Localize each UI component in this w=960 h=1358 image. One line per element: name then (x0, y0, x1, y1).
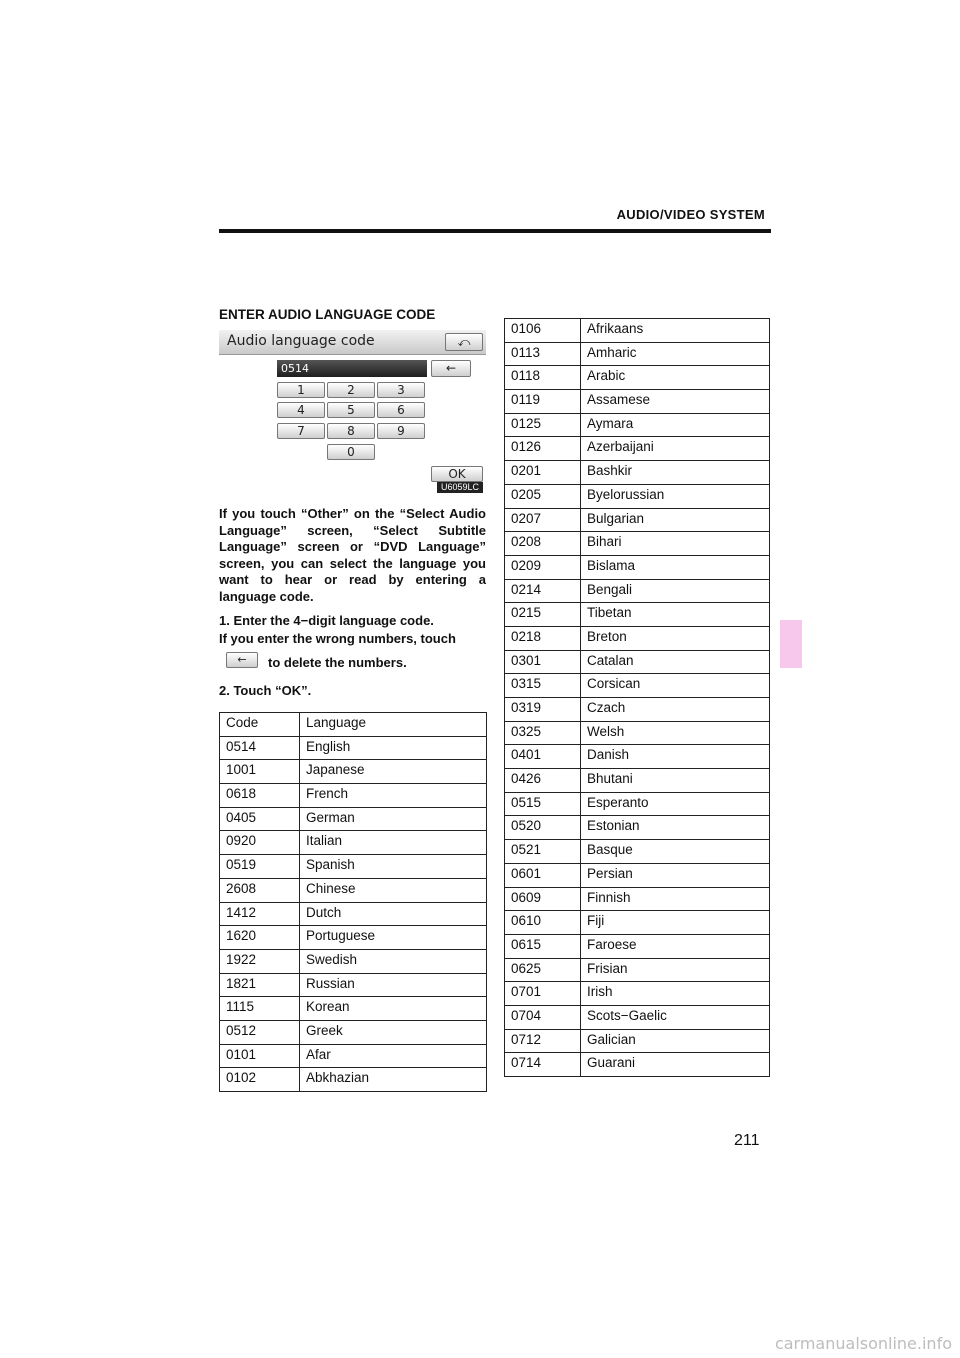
language-cell: Catalan (581, 650, 770, 674)
code-cell: 0610 (505, 911, 581, 935)
code-cell: 0205 (505, 484, 581, 508)
table-row (505, 437, 770, 461)
language-cell: Azerbaijani (581, 437, 770, 461)
code-cell: 0215 (505, 603, 581, 627)
language-cell: Assamese (581, 390, 770, 414)
table-row (505, 390, 770, 414)
code-header: Code (220, 713, 300, 737)
key-3[interactable]: 3 (377, 382, 425, 398)
table-row (505, 626, 770, 650)
table-header-row (220, 713, 487, 737)
left-table-body (220, 713, 487, 1092)
language-cell: Bhutani (581, 769, 770, 793)
code-cell: 0102 (220, 1068, 300, 1092)
table-row (505, 413, 770, 437)
language-header: Language (300, 713, 487, 737)
table-row (220, 760, 487, 784)
language-cell: Bulgarian (581, 508, 770, 532)
language-cell: Tibetan (581, 603, 770, 627)
language-cell: Korean (300, 997, 487, 1021)
code-cell: 0301 (505, 650, 581, 674)
table-row (505, 745, 770, 769)
code-cell: 0701 (505, 982, 581, 1006)
code-cell: 0512 (220, 1020, 300, 1044)
code-cell: 0618 (220, 784, 300, 808)
language-cell: Finnish (581, 887, 770, 911)
table-row (505, 1029, 770, 1053)
screen-illustration (219, 330, 486, 494)
language-cell: Spanish (300, 855, 487, 879)
code-cell: 2608 (220, 878, 300, 902)
language-cell: Persian (581, 863, 770, 887)
language-cell: Swedish (300, 949, 487, 973)
code-cell: 0208 (505, 532, 581, 556)
table-row (505, 816, 770, 840)
language-cell: Frisian (581, 958, 770, 982)
code-cell: 0615 (505, 934, 581, 958)
key-4[interactable]: 4 (277, 402, 325, 418)
backspace-arrow-icon: ← (445, 361, 457, 375)
language-cell: Greek (300, 1020, 487, 1044)
key-9[interactable]: 9 (377, 423, 425, 439)
table-row (220, 1068, 487, 1092)
code-cell: 1001 (220, 760, 300, 784)
table-row (505, 769, 770, 793)
table-row (220, 855, 487, 879)
step-2: 2. Touch “OK”. (219, 683, 312, 698)
code-cell: 0519 (220, 855, 300, 879)
code-cell: 0119 (505, 390, 581, 414)
table-row (505, 650, 770, 674)
code-cell: 0207 (505, 508, 581, 532)
language-cell: English (300, 736, 487, 760)
language-code-table-right (504, 318, 770, 1077)
return-button[interactable] (445, 333, 483, 351)
key-2[interactable]: 2 (327, 382, 375, 398)
code-cell: 0401 (505, 745, 581, 769)
table-row (220, 997, 487, 1021)
screen-title: Audio language code (227, 333, 375, 349)
header-rule (219, 229, 771, 233)
table-row (505, 934, 770, 958)
code-cell: 1922 (220, 949, 300, 973)
code-cell: 1620 (220, 926, 300, 950)
code-cell: 0704 (505, 1005, 581, 1029)
code-cell: 0214 (505, 579, 581, 603)
language-cell: Arabic (581, 366, 770, 390)
code-cell: 0515 (505, 792, 581, 816)
backspace-button[interactable] (431, 360, 471, 377)
step-1: 1. Enter the 4−digit language code. (219, 613, 434, 628)
language-cell: Galician (581, 1029, 770, 1053)
code-display: 0514 (277, 360, 427, 377)
code-cell: 0106 (505, 319, 581, 343)
table-row (220, 949, 487, 973)
code-cell: 0514 (220, 736, 300, 760)
language-cell: Byelorussian (581, 484, 770, 508)
table-row (505, 958, 770, 982)
table-row (220, 902, 487, 926)
section-heading: ENTER AUDIO LANGUAGE CODE (219, 307, 436, 322)
language-cell: Breton (581, 626, 770, 650)
table-row (220, 926, 487, 950)
code-cell: 0319 (505, 698, 581, 722)
table-row (505, 579, 770, 603)
language-cell: French (300, 784, 487, 808)
code-cell: 0712 (505, 1029, 581, 1053)
table-row (220, 1020, 487, 1044)
code-cell: 0714 (505, 1053, 581, 1077)
language-cell: Afar (300, 1044, 487, 1068)
code-cell: 0113 (505, 342, 581, 366)
table-row (505, 982, 770, 1006)
language-cell: Japanese (300, 760, 487, 784)
section-tab (780, 620, 802, 668)
code-cell: 0920 (220, 831, 300, 855)
wrong-numbers-text: If you enter the wrong numbers, touch (219, 631, 456, 646)
table-row (505, 319, 770, 343)
inline-backspace-button (226, 652, 258, 668)
table-row (220, 1044, 487, 1068)
code-cell: 0601 (505, 863, 581, 887)
table-row (505, 887, 770, 911)
code-cell: 1412 (220, 902, 300, 926)
key-8[interactable]: 8 (327, 423, 375, 439)
key-7[interactable]: 7 (277, 423, 325, 439)
table-row (505, 698, 770, 722)
code-cell: 0201 (505, 461, 581, 485)
table-row (505, 508, 770, 532)
language-code-table-left (219, 712, 487, 1092)
code-cell: 0209 (505, 555, 581, 579)
table-row (505, 484, 770, 508)
language-cell: Amharic (581, 342, 770, 366)
code-cell: 0625 (505, 958, 581, 982)
key-0[interactable]: 0 (327, 444, 375, 460)
language-cell: Portuguese (300, 926, 487, 950)
code-cell: 0101 (220, 1044, 300, 1068)
language-cell: Fiji (581, 911, 770, 935)
table-row (505, 863, 770, 887)
code-cell: 0218 (505, 626, 581, 650)
table-row (505, 1053, 770, 1077)
language-cell: Chinese (300, 878, 487, 902)
language-cell: Bengali (581, 579, 770, 603)
language-cell: Basque (581, 840, 770, 864)
language-cell: Danish (581, 745, 770, 769)
return-arrow-icon: ⤺ (457, 335, 471, 349)
key-5[interactable]: 5 (327, 402, 375, 418)
code-cell: 0118 (505, 366, 581, 390)
code-cell: 0609 (505, 887, 581, 911)
code-cell: 1821 (220, 973, 300, 997)
table-row (220, 973, 487, 997)
backspace-arrow-icon: ← (237, 653, 247, 666)
delete-numbers-text: to delete the numbers. (268, 655, 407, 670)
table-row (505, 792, 770, 816)
language-cell: Russian (300, 973, 487, 997)
language-cell: Abkhazian (300, 1068, 487, 1092)
code-cell: 0521 (505, 840, 581, 864)
language-cell: Bislama (581, 555, 770, 579)
language-cell: Guarani (581, 1053, 770, 1077)
table-row (220, 807, 487, 831)
table-row (505, 366, 770, 390)
language-cell: Welsh (581, 721, 770, 745)
code-cell: 0315 (505, 674, 581, 698)
watermark: carmanualsonline.info (774, 1334, 952, 1353)
language-cell: Esperanto (581, 792, 770, 816)
key-1[interactable]: 1 (277, 382, 325, 398)
language-cell: Italian (300, 831, 487, 855)
table-row (505, 674, 770, 698)
table-row (220, 736, 487, 760)
language-cell: Irish (581, 982, 770, 1006)
table-row (220, 831, 487, 855)
table-row (505, 911, 770, 935)
table-row (220, 878, 487, 902)
language-cell: Afrikaans (581, 319, 770, 343)
language-cell: Scots−Gaelic (581, 1005, 770, 1029)
instruction-paragraph: If you touch “Other” on the “Select Audio Language” screen, “Select Subtitle Language” screen or “DVD Language” screen, you can select the language you want to hear or read by entering a language code. (219, 506, 486, 604)
language-cell: Bashkir (581, 461, 770, 485)
screen-titlebar (219, 330, 486, 355)
language-cell: Corsican (581, 674, 770, 698)
table-row (505, 1005, 770, 1029)
table-row (505, 603, 770, 627)
language-cell: Estonian (581, 816, 770, 840)
language-cell: Bihari (581, 532, 770, 556)
page-number: 211 (734, 1132, 760, 1149)
right-table-body (505, 319, 770, 1077)
ok-button[interactable]: OK (431, 466, 483, 482)
code-cell: 0520 (505, 816, 581, 840)
figure-id: U6059LC (437, 482, 483, 493)
table-row (505, 342, 770, 366)
code-cell: 0405 (220, 807, 300, 831)
table-row (505, 840, 770, 864)
language-cell: Faroese (581, 934, 770, 958)
code-cell: 0125 (505, 413, 581, 437)
language-cell: German (300, 807, 487, 831)
table-row (505, 721, 770, 745)
section-header: AUDIO/VIDEO SYSTEM (616, 207, 765, 222)
language-cell: Czach (581, 698, 770, 722)
language-cell: Aymara (581, 413, 770, 437)
code-cell: 0426 (505, 769, 581, 793)
table-row (220, 784, 487, 808)
language-cell: Dutch (300, 902, 487, 926)
table-row (505, 555, 770, 579)
table-row (505, 532, 770, 556)
table-row (505, 461, 770, 485)
code-cell: 1115 (220, 997, 300, 1021)
code-cell: 0126 (505, 437, 581, 461)
code-cell: 0325 (505, 721, 581, 745)
key-6[interactable]: 6 (377, 402, 425, 418)
